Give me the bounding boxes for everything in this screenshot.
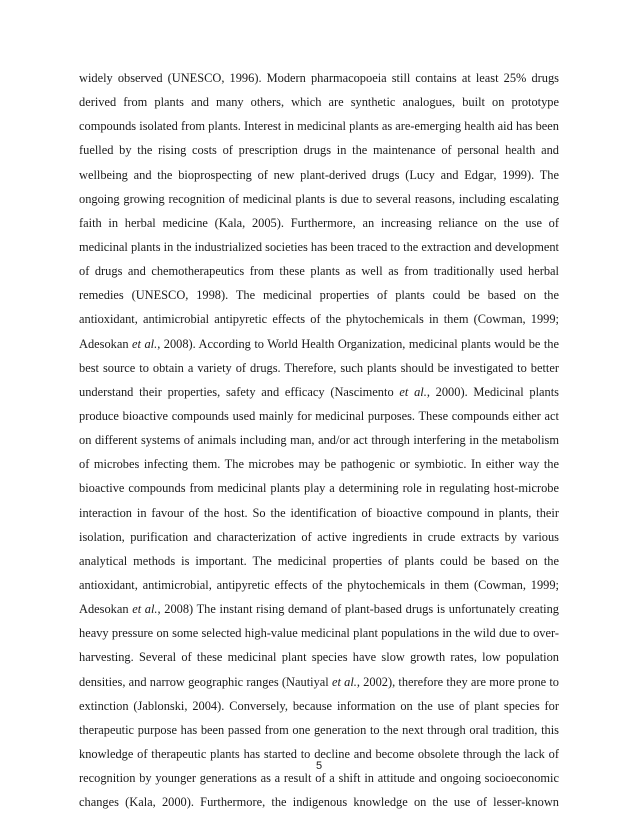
text-line: widely observed (UNESCO, 1996). Modern pharmacopoeia still contains at least 25% drugs: [79, 71, 559, 85]
page-number: 5: [315, 760, 323, 772]
text-line: on different systems of animals including man, and/or act through interfering in the metabolism: [79, 433, 559, 448]
text-line: faith in herbal medicine (Kala, 2005). Furthermore, an increasing reliance on the use of: [79, 215, 559, 230]
text-line: Adesokan et al., 2008) The instant rising demand of plant-based drugs is unfortunately creating: [79, 602, 559, 617]
text-line: Adesokan et al., 2008). According to World Health Organization, medicinal plants would be the: [79, 336, 559, 351]
text-line: therapeutic purpose has been passed from one generation to the next through oral tradition, this: [79, 722, 559, 737]
text-line: of drugs and chemotherapeutics from these plants as well as from traditionally used herbal: [79, 264, 559, 279]
text-line: extinction (Jablonski, 2004). Conversely, because information on the use of plant species for: [79, 698, 559, 713]
text-line: of microbes infecting them. The microbes may be pathogenic or symbiotic. In either way the: [79, 457, 559, 472]
text-line: wellbeing and the bioprospecting of new plant-derived drugs (Lucy and Edgar, 1999). The: [79, 167, 559, 182]
text-line: heavy pressure on some selected high-value medicinal plant populations in the wild due to over-: [79, 626, 559, 641]
text-line: derived from plants and many others, which are synthetic analogues, built on prototype: [79, 95, 559, 110]
text-line: analytical methods is important. The medicinal properties of plants could be based on the: [79, 553, 559, 568]
text-line: compounds isolated from plants. Interest in medicinal plants as are-emerging health aid has been: [79, 119, 559, 134]
et-al-italic: et al.: [331, 674, 357, 689]
text-line: changes (Kala, 2000). Furthermore, the indigenous knowledge on the use of lesser-known: [79, 795, 559, 810]
et-al-italic: et al.: [132, 602, 158, 617]
text-line: antioxidant, antimicrobial antipyretic effects of the phytochemicals in them (Cowman, 1999;: [79, 312, 559, 327]
text-line: ongoing growing recognition of medicinal plants is due to several reasons, including escalating: [79, 191, 559, 206]
text-line: densities, and narrow geographic ranges (Nautiyal et al., 2002), therefore they are more prone to: [79, 674, 559, 689]
body-text: [79, 66, 559, 814]
text-line: knowledge of therapeutic plants has started to decline and become obsolete through the lack of: [79, 746, 559, 761]
text-line: medicinal plants in the industrialized societies has been traced to the extraction and development: [79, 239, 559, 254]
text-line: remedies (UNESCO, 1998). The medicinal properties of plants could be based on the: [79, 288, 559, 303]
et-al-italic: et al.: [399, 384, 427, 399]
et-al-italic: et al.: [132, 336, 158, 351]
text-line: isolation, purification and characterization of active ingredients in crude extracts by various: [79, 529, 559, 544]
text-line: recognition by younger generations as a result of a shift in attitude and ongoing socioeconomic: [79, 771, 559, 786]
text-line: harvesting. Several of these medicinal plant species have slow growth rates, low population: [79, 650, 559, 665]
text-line: interaction in favour of the host. So the identification of bioactive compound in plants, their: [79, 505, 559, 520]
text-line: bioactive compounds from medicinal plants play a determining role in regulating host-microbe: [79, 481, 559, 496]
text-line: best source to obtain a variety of drugs. Therefore, such plants should be investigated to better: [79, 360, 559, 375]
text-line: understand their properties, safety and efficacy (Nascimento et al., 2000). Medicinal plants: [79, 384, 559, 399]
text-line: produce bioactive compounds used mainly for medicinal purposes. These compounds either act: [79, 408, 559, 423]
text-line: fuelled by the rising costs of prescription drugs in the maintenance of personal health and: [79, 143, 559, 158]
text-line: antioxidant, antimicrobial, antipyretic effects of the phytochemicals in them (Cowman, 1999;: [79, 577, 559, 592]
